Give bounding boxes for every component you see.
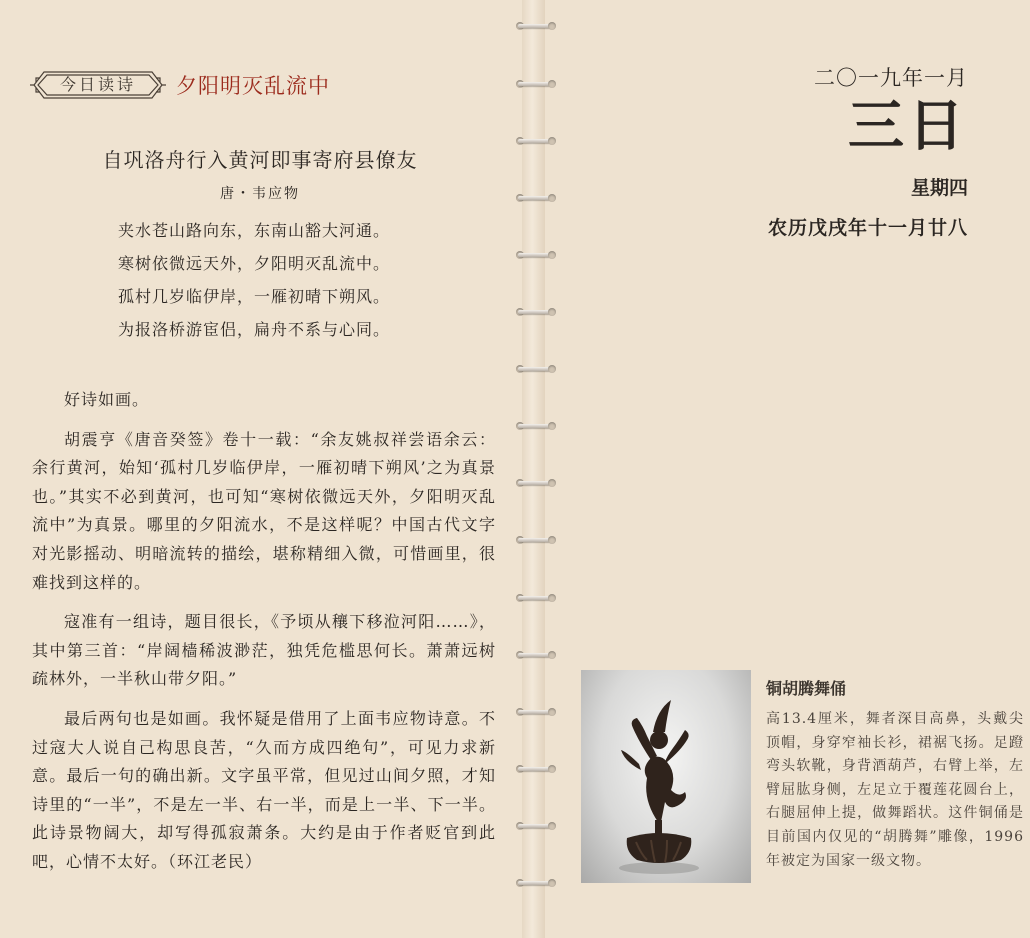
poem-line: 为报洛桥游宦侣，扁舟不系与心同。 xyxy=(118,320,391,339)
date-weekday: 星期四 xyxy=(910,177,968,199)
date-lunar: 农历戊戌年十一月廿八 xyxy=(767,217,968,239)
commentary xyxy=(32,386,496,888)
date-year-month: 二〇一九年一月 xyxy=(814,66,968,90)
today-poem-badge xyxy=(30,68,166,102)
commentary-paragraph: 好诗如画。 xyxy=(64,390,150,409)
binding-ring xyxy=(518,136,554,146)
binding-ring xyxy=(518,535,554,545)
headline: 夕阳明灭乱流中 xyxy=(176,74,330,98)
bronze-dancer-figurine-icon xyxy=(581,670,751,883)
binding-ring xyxy=(518,878,554,888)
relic-photo xyxy=(581,670,751,883)
poem-author: 唐・韦应物 xyxy=(220,186,300,202)
relic-description: 高13.4厘米，舞者深目高鼻，头戴尖顶帽，身穿窄袖长衫，裙裾飞扬。足蹬弯头软靴，身背酒葫芦，右臂上举，左臂屈肱身侧，左足立于覆莲花圆台上，右腿屈伸上提，做舞蹈状。这件铜俑是目前国内仅见的“胡腾舞”雕像，1996年被定为国家一级文物。 xyxy=(766,711,1024,869)
binding-ring xyxy=(518,193,554,203)
binding-ring xyxy=(518,821,554,831)
badge-label: 今日读诗 xyxy=(59,75,136,94)
binding-ring xyxy=(518,421,554,431)
binding-ring xyxy=(518,364,554,374)
poem-line: 寒树依微远天外，夕阳明灭乱流中。 xyxy=(118,254,391,273)
binding-ring xyxy=(518,764,554,774)
binding-ring xyxy=(518,707,554,717)
commentary-paragraph: 最后两句也是如画。我怀疑是借用了上面韦应物诗意。不过寇大人说自己构思良苦，“久而方成四绝句”，可见力求新意。最后一句的确出新。文字虽平常，但见过山间夕照，才知诗里的“一半”，不是左一半、右一半，而是上一半、下一半。此诗景物阔大，却写得孤寂萧条。大约是由于作者贬官到此吧，心情不太好。（环江老民） xyxy=(32,708,496,871)
date-day: 三日 xyxy=(848,93,968,159)
poem-line: 夹水苍山路向东，东南山豁大河通。 xyxy=(118,221,391,240)
binding-ring xyxy=(518,593,554,603)
commentary-paragraph: 胡震亨《唐音癸签》卷十一载：“余友姚叔祥尝语余云：余行黄河，始知‘孤村几岁临伊岸，一雁初晴下朔风’之为真景也。”其实不必到黄河，也可知“寒树依微远天外，夕阳明灭乱流中”为真景。哪里的夕阳流水，不是这样呢？中国古代文字对光影摇动、明暗流转的描绘，堪称精细入微，可惜画里，很难找到这样的。 xyxy=(32,429,496,592)
binding-ring xyxy=(518,21,554,31)
binding-ring xyxy=(518,478,554,488)
poem-lines xyxy=(118,220,390,352)
poem-title: 自巩洛舟行入黄河即事寄府县僚友 xyxy=(102,148,418,172)
binding-ring xyxy=(518,79,554,89)
poem-line: 孤村几岁临伊岸，一雁初晴下朔风。 xyxy=(118,287,391,306)
binding-ring xyxy=(518,250,554,260)
binding-ring xyxy=(518,307,554,317)
commentary-paragraph: 寇准有一组诗，题目很长，《予顷从穰下移涖河阳……》，其中第三首：“岸阔樯稀波渺茫，独凭危槛思何长。萧萧远树疏林外，一半秋山带夕阳。” xyxy=(32,612,496,689)
relic-title: 铜胡腾舞俑 xyxy=(766,679,847,698)
binding-ring xyxy=(518,650,554,660)
